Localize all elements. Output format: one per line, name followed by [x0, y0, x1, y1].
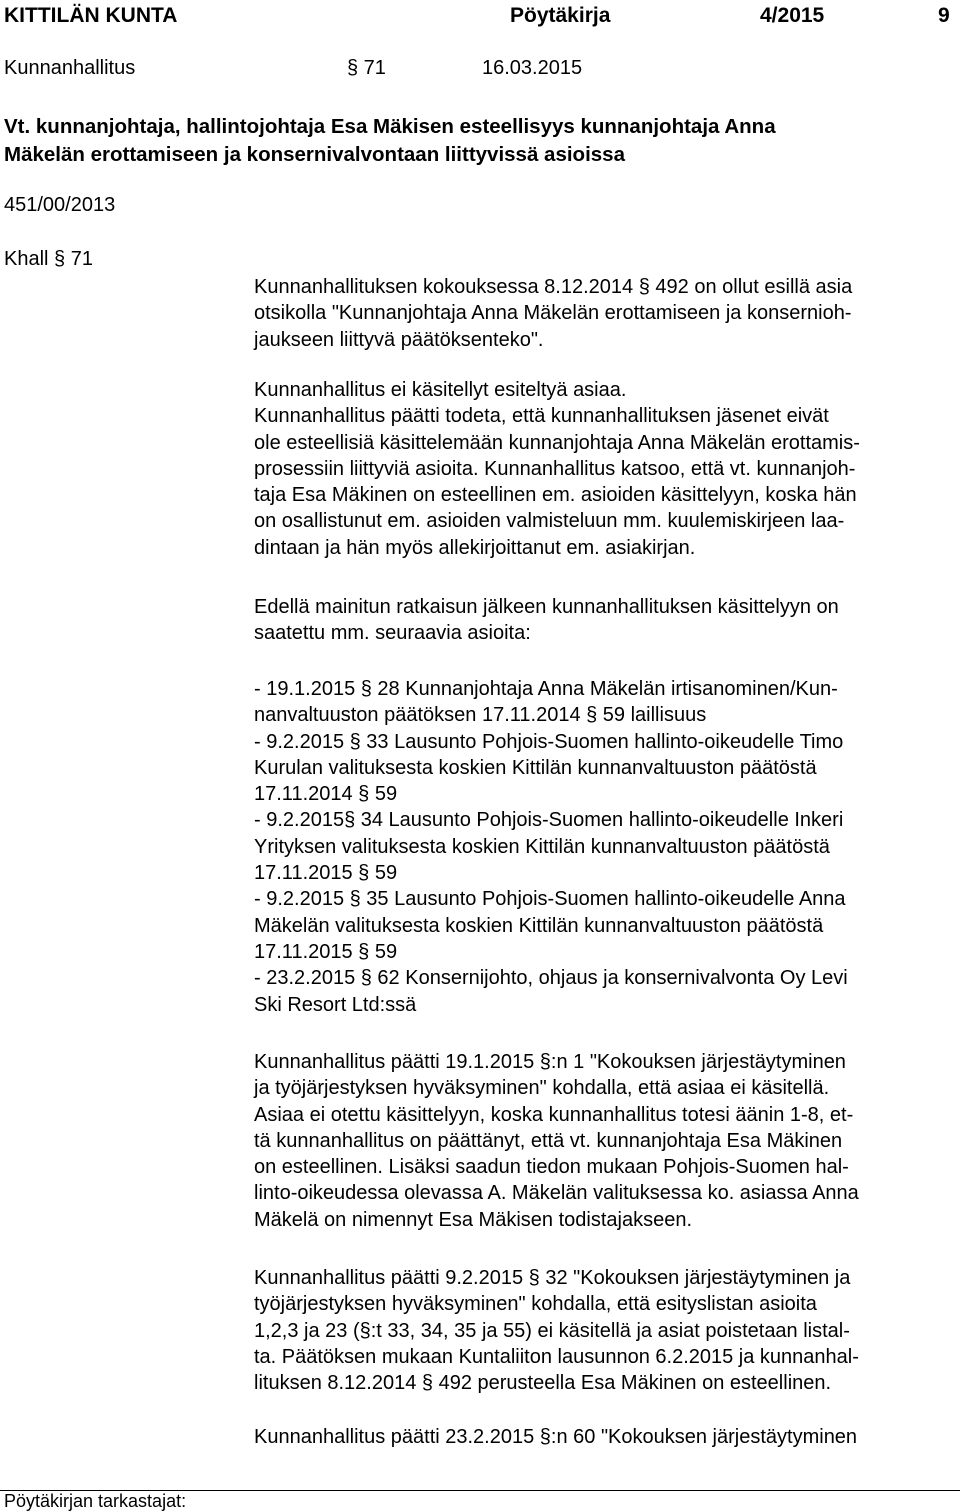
item-title-line-2: Mäkelän erottamiseen ja konsernivalvontaan liittyvissä asioissa	[4, 143, 625, 166]
list-item-line: nanvaltuuston päätöksen 17.11.2014 § 59 laillisuus	[254, 704, 707, 727]
text-line: Mäkelä on nimennyt Esa Mäkisen todistajakseen.	[254, 1208, 693, 1231]
municipality-name: KITTILÄN KUNTA	[4, 4, 178, 27]
text-line: Kunnanhallitus päätti todeta, että kunnanhallituksen jäsenet eivät	[254, 405, 829, 428]
list-item-line: - 19.1.2015 § 28 Kunnanjohtaja Anna Mäkelän irtisanominen/Kun-	[254, 678, 838, 700]
text-line: ta. Päätöksen mukaan Kuntaliiton lausunnon 6.2.2015 ja kunnanhal-	[254, 1345, 859, 1368]
text-line: Kunnanhallitus päätti 23.2.2015 §:n 60 "Kokouksen järjestäytyminen	[254, 1426, 858, 1448]
item-reference: Khall § 71	[4, 248, 93, 270]
list-item-line: 17.11.2015 § 59	[254, 940, 398, 963]
text-line: työjärjestyksen hyväksyminen" kohdalla, että esityslistan asioita	[254, 1293, 817, 1316]
text-line: saatettu mm. seuraavia asioita:	[254, 622, 531, 645]
diary-number: 451/00/2013	[4, 194, 116, 216]
text-line: taja Esa Mäkinen on esteellinen em. asioiden käsittelyyn, koska hän	[254, 484, 857, 507]
paragraph-decision	[254, 377, 954, 561]
text-line: 1,2,3 ja 23 (§:t 33, 34, 35 ja 55) ei käsitellä ja asiat poistetaan listal-	[254, 1319, 850, 1342]
list-item-line: - 9.2.2015 § 35 Lausunto Pohjois-Suomen hallinto-oikeudelle Anna	[254, 888, 846, 911]
text-line: prosessiin liittyviä asioita. Kunnanhallitus katsoo, että vt. kunnanjoh-	[254, 457, 856, 480]
text-line: Kunnanhallituksen kokouksessa 8.12.2014 § 492 on ollut esillä asia	[254, 276, 853, 298]
text-line: Asiaa ei otettu käsittelyyn, koska kunnanhallitus totesi äänin 1-8, et-	[254, 1103, 854, 1126]
meeting-date: 16.03.2015	[482, 57, 583, 79]
text-line: on esteellinen. Lisäksi saadun tiedon mukaan Pohjois-Suomen hal-	[254, 1156, 849, 1179]
paragraph-meeting-19-1	[254, 1049, 954, 1233]
list-item-line: - 23.2.2015 § 62 Konsernijohto, ohjaus ja konsernivalvonta Oy Levi	[254, 967, 848, 990]
agenda-item-list	[254, 676, 954, 1018]
list-item-line: 17.11.2014 § 59	[254, 783, 398, 806]
text-line: Kunnanhallitus päätti 19.1.2015 §:n 1 "Kokouksen järjestäytyminen	[254, 1051, 846, 1073]
list-item-line: Yrityksen valituksesta koskien Kittilän kunnanvaltuuston päätöstä	[254, 835, 830, 858]
organ-name: Kunnanhallitus	[4, 57, 136, 79]
text-line: tä kunnanhallitus on päättänyt, että vt. kunnanjohtaja Esa Mäkinen	[254, 1129, 843, 1152]
paragraph-meeting-23-2	[254, 1424, 954, 1450]
text-line: on osallistunut em. asioiden valmisteluun mm. kuulemiskirjeen laa-	[254, 510, 845, 533]
list-item-line: 17.11.2015 § 59	[254, 862, 398, 885]
paragraph-meeting-9-2	[254, 1265, 954, 1396]
text-line: Edellä mainitun ratkaisun jälkeen kunnanhallituksen käsittelyyn on	[254, 596, 839, 618]
list-item-line: Mäkelän valituksesta koskien Kittilän kunnanvaltuuston päätöstä	[254, 914, 824, 937]
text-line: linto-oikeudessa olevassa A. Mäkelän valituksessa ko. asiassa Anna	[254, 1182, 859, 1205]
text-line: otsikolla "Kunnanjohtaja Anna Mäkelän erottamiseen ja konsernioh-	[254, 302, 852, 325]
section-number: § 71	[347, 57, 386, 79]
list-item-line: - 9.2.2015§ 34 Lausunto Pohjois-Suomen hallinto-oikeudelle Inkeri	[254, 809, 844, 832]
document-number: 4/2015	[760, 4, 825, 27]
text-line: dintaan ja hän myös allekirjoittanut em. asiakirjan.	[254, 536, 696, 559]
footer-inspectors-label: Pöytäkirjan tarkastajat:	[4, 1491, 187, 1511]
text-line: Kunnanhallitus päätti 9.2.2015 § 32 "Kokouksen järjestäytyminen ja	[254, 1267, 851, 1289]
text-line: lituksen 8.12.2014 § 492 perusteella Esa Mäkinen on esteellinen.	[254, 1372, 832, 1395]
list-item-line: Kurulan valituksesta koskien Kittilän kunnanvaltuuston päätöstä	[254, 756, 817, 779]
item-title-line-1: Vt. kunnanjohtaja, hallintojohtaja Esa Mäkisen esteellisyys kunnanjohtaja Anna	[4, 115, 776, 138]
document-type: Pöytäkirja	[510, 4, 611, 27]
text-line: ole esteellisiä käsittelemään kunnanjohtaja Anna Mäkelän erottamis-	[254, 431, 860, 454]
paragraph-subsequent	[254, 594, 954, 647]
paragraph-previous-meeting	[254, 274, 954, 353]
text-line: ja työjärjestyksen hyväksyminen" kohdalla, että asiaa ei käsitellä.	[254, 1077, 830, 1100]
list-item-line: - 9.2.2015 § 33 Lausunto Pohjois-Suomen hallinto-oikeudelle Timo	[254, 730, 844, 753]
list-item-line: Ski Resort Ltd:ssä	[254, 993, 417, 1016]
text-line: Kunnanhallitus ei käsitellyt esiteltyä asiaa.	[254, 379, 627, 401]
page-number: 9	[938, 4, 950, 27]
text-line: jaukseen liittyvä päätöksenteko".	[254, 328, 544, 351]
